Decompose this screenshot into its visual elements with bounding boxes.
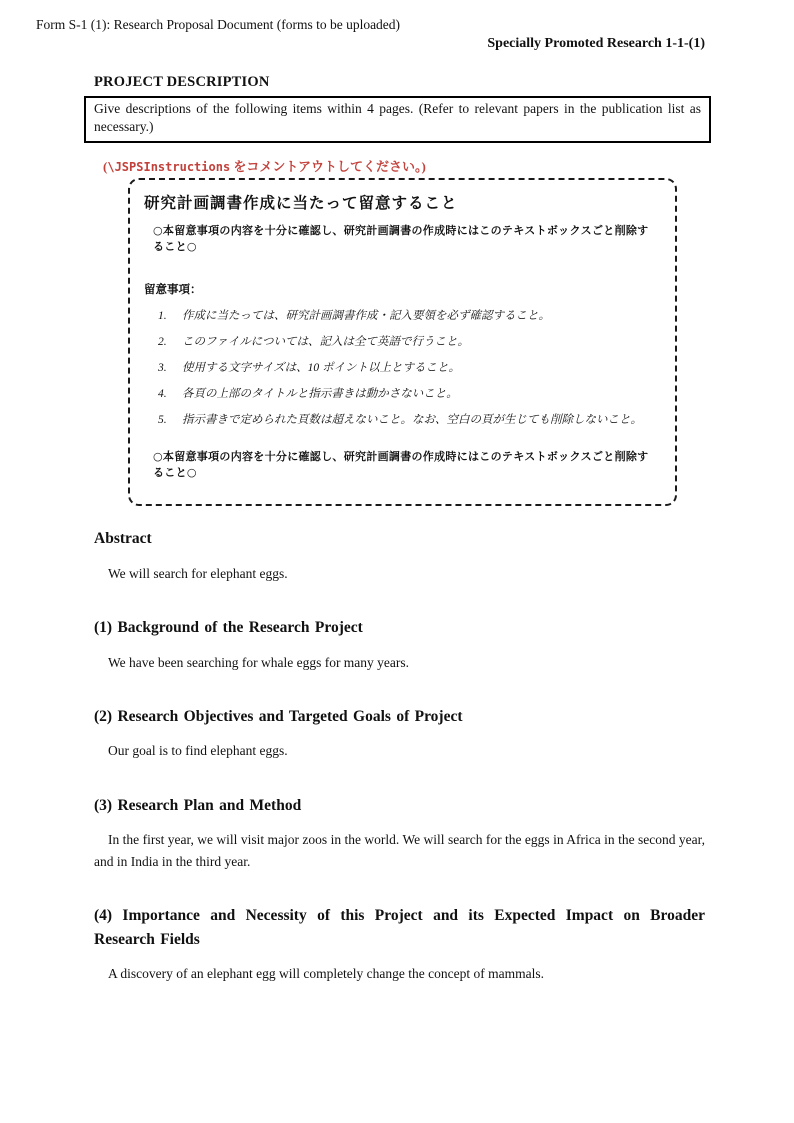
latex-comment-note: [103, 156, 705, 175]
note-open-paren: (: [103, 158, 108, 174]
notice-dashed-box: [128, 178, 677, 507]
section-body-2: Our goal is to find elephant eggs.: [108, 743, 288, 759]
instruction-box: [84, 96, 711, 143]
notice-item: [144, 335, 659, 350]
notice-item-text: 指示書きで定められた頁数は超えないこと。なお、空白の頁が生じても削除しないこと。: [182, 413, 642, 426]
section-heading-2: (2) Research Objectives and Targeted Goals of Project: [94, 708, 463, 726]
page-header: [0, 0, 794, 52]
note-japanese-text: をコメントアウトしてください。): [230, 158, 426, 174]
notice-title: 研究計画調書作成に当たって留意すること: [144, 193, 458, 212]
section-heading-4: (4) Importance and Necessity of this Project and its Expected Impact on Broader Research Fields: [94, 907, 705, 948]
notice-item-number: 4.: [158, 387, 167, 400]
section-body-4: A discovery of an elephant egg will completely change the concept of mammals.: [108, 965, 544, 981]
form-identifier: Form S-1 (1): Research Proposal Document (forms to be uploaded): [36, 17, 401, 32]
section-heading-3: (3) Research Plan and Method: [94, 797, 302, 815]
project-description-title: PROJECT DESCRIPTION: [94, 73, 270, 90]
notice-item-text: 作成に当たっては、研究計画調書作成・記入要領を必ず確認すること。: [182, 309, 550, 322]
notice-item-number: 2.: [158, 335, 167, 348]
section-body-abstract: We will search for elephant eggs.: [108, 565, 288, 581]
notice-item: [144, 361, 659, 376]
section-body-3: In the first year, we will visit major zoos in the world. We will search for the eggs in Africa in the second year, and in India in the third year.: [94, 832, 705, 869]
instruction-box-text: Give descriptions of the following items within 4 pages. (Refer to relevant papers in the publication list as necessary.): [94, 100, 701, 135]
note-latex-command: \JSPSInstructions: [107, 159, 231, 174]
notice-item-number: 1.: [158, 309, 167, 322]
notice-item: [144, 413, 659, 428]
notice-item-text: 使用する文字サイズは、10 ポイント以上とすること。: [182, 361, 460, 374]
notice-confirm-top: ○本留意事項の内容を十分に確認し、研究計画調書の作成時にはこのテキストボックスごと削除すること○: [153, 223, 649, 253]
page-content: [94, 74, 705, 985]
notice-list-label: 留意事項：: [144, 281, 202, 296]
section-body-1: We have been searching for whale eggs for many years.: [108, 654, 410, 670]
notice-item-number: 3.: [158, 361, 167, 374]
notice-item-text: 各頁の上部のタイトルと指示書きは動かさないこと。: [182, 387, 458, 400]
notice-item-text: このファイルについては、記入は全て英語で行うこと。: [182, 335, 470, 348]
section-heading-1: (1) Background of the Research Project: [94, 619, 363, 637]
notice-item: [144, 309, 659, 324]
section-heading-abstract: Abstract: [94, 530, 152, 548]
notice-confirm-bottom: ○本留意事項の内容を十分に確認し、研究計画調書の作成時にはこのテキストボックスごと削除すること○: [153, 450, 649, 480]
notice-item-number: 5.: [158, 413, 167, 426]
notice-item: [144, 387, 659, 402]
program-identifier: Specially Promoted Research 1-1-(1): [487, 35, 705, 51]
notice-list: [144, 309, 659, 428]
